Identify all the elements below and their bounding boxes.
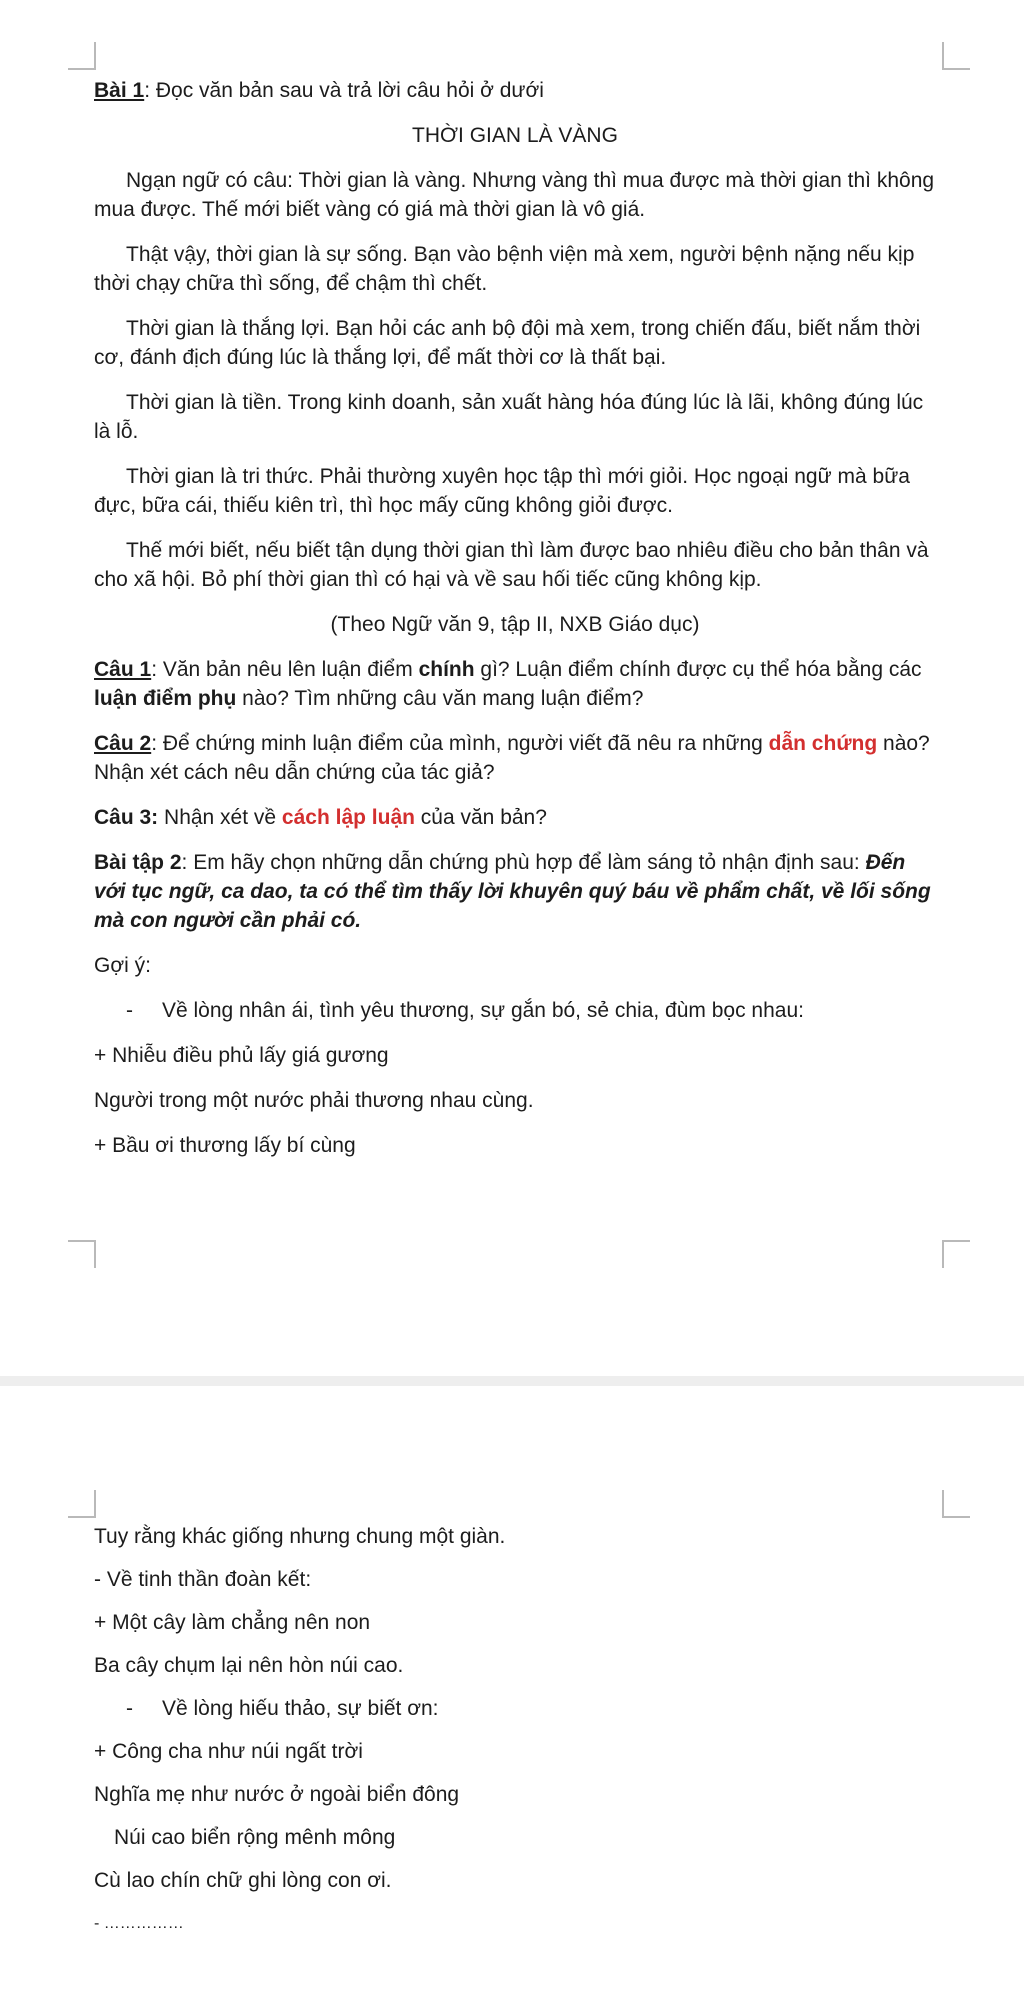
dash-marker: -: [126, 999, 133, 1022]
hint-line-3: Người trong một nước phải thương nhau cùng.: [94, 1089, 534, 1112]
question-2: [94, 729, 936, 787]
exercise-2-text: : Em hãy chọn những dẫn chứng phù hợp để làm sáng tỏ nhận định sau:: [181, 851, 866, 874]
question-2-highlight: dẫn chứng: [768, 732, 878, 755]
question-2-label: Câu 2: [94, 732, 152, 755]
exercise-1-text: : Đọc văn bản sau và trả lời câu hỏi ở dưới: [144, 79, 544, 102]
question-3-text-a: Nhận xét về: [158, 806, 282, 829]
passage-paragraph-4: Thời gian là tiền. Trong kinh doanh, sản xuất hàng hóa đúng lúc là lãi, không đúng lúc là lỗ.: [94, 391, 924, 443]
crop-mark-bottom-left: [68, 1240, 96, 1268]
passage-paragraph-1: Ngạn ngữ có câu: Thời gian là vàng. Nhưng vàng thì mua được mà thời gian thì không mua được. Thế mới biết vàng có giá mà thời gian là vô giá.: [94, 169, 935, 221]
verse-line-3: Ba cây chụm lại nên hòn núi cao.: [94, 1654, 404, 1677]
verse-line-5: Nghĩa mẹ như nước ở ngoài biển đông: [94, 1783, 460, 1806]
passage-source: (Theo Ngữ văn 9, tập II, NXB Giáo dục): [330, 613, 700, 636]
question-3-label: Câu 3:: [94, 806, 159, 829]
passage-paragraph-2: Thật vậy, thời gian là sự sống. Bạn vào bệnh viện mà xem, người bệnh nặng nếu kịp thời chạy chữa thì sống, để chậm thì chết.: [94, 243, 915, 295]
verse-line-2: + Một cây làm chẳng nên non: [94, 1611, 371, 1634]
exercise-2-label: Bài tập 2: [94, 851, 182, 874]
hint-item-1: [94, 996, 936, 1025]
crop-mark-top-right: [942, 42, 970, 70]
question-1-text-b: gì? Luận điểm chính được cụ thể hóa bằng các: [474, 658, 922, 681]
question-1-label: Câu 1: [94, 658, 152, 681]
hint-label: Gợi ý:: [94, 954, 151, 977]
section-filial-piety-text: Về lòng hiếu thảo, sự biết ơn:: [162, 1697, 439, 1720]
question-1-text-c: nào? Tìm những câu văn mang luận điểm?: [236, 687, 644, 710]
passage-paragraph-3: Thời gian là thắng lợi. Bạn hỏi các anh bộ đội mà xem, trong chiến đấu, biết nắm thời cơ, đánh địch đúng lúc là thắng lợi, để mất thời cơ là thất bại.: [94, 317, 921, 369]
question-2-text-b: nào? Nhận xét cách nêu dẫn chứng của tác giả?: [94, 732, 930, 784]
exercise-1-heading: [94, 76, 936, 105]
passage-paragraph-6: Thế mới biết, nếu biết tận dụng thời gian thì làm được bao nhiêu điều cho bản thân và cho xã hội. Bỏ phí thời gian thì có hại và về sau hối tiếc cũng không kịp.: [94, 539, 929, 591]
crop-mark-top-left: [68, 1490, 96, 1518]
verse-line-7: Cù lao chín chữ ghi lòng con ơi.: [94, 1869, 392, 1892]
document-page-2: [0, 1386, 1024, 2010]
exercise-1-label: Bài 1: [94, 79, 145, 102]
question-3-text-b: của văn bản?: [414, 806, 547, 829]
question-3-highlight: cách lập luận: [281, 806, 415, 829]
question-2-text-a: : Để chứng minh luận điểm của mình, người viết đã nêu ra những: [151, 732, 769, 755]
exercise-2-quote: Đến với tục ngữ, ca dao, ta có thể tìm thấy lời khuyên quý báu về phẩm chất, về lối sống mà con người cần phải có.: [94, 851, 931, 932]
hint-item-1-text: Về lòng nhân ái, tình yêu thương, sự gắn bó, sẻ chia, đùm bọc nhau:: [162, 999, 804, 1022]
hint-line-4: + Bầu ơi thương lấy bí cùng: [94, 1134, 356, 1157]
page-1-content: [94, 76, 936, 1176]
question-1-bold-main: chính: [418, 658, 475, 681]
ellipsis-line: - ……………: [94, 1915, 184, 1932]
passage-title: THỜI GIAN LÀ VÀNG: [412, 124, 618, 147]
question-1-text-a: : Văn bản nêu lên luận điểm: [151, 658, 419, 681]
verse-line-6: Núi cao biển rộng mênh mông: [114, 1826, 396, 1849]
question-1-bold-sub: luận điểm phụ: [94, 687, 237, 710]
crop-mark-top-left: [68, 42, 96, 70]
page-2-content: [94, 1522, 936, 1954]
crop-mark-top-right: [942, 1490, 970, 1518]
page-separator: [0, 1376, 1024, 1386]
verse-line-1: Tuy rằng khác giống nhưng chung một giàn.: [94, 1525, 506, 1548]
section-filial-piety: [94, 1694, 936, 1723]
dash-marker: -: [126, 1697, 133, 1720]
question-1: [94, 655, 936, 713]
crop-mark-bottom-right: [942, 1240, 970, 1268]
passage-paragraph-5: Thời gian là tri thức. Phải thường xuyên học tập thì mới giỏi. Học ngoại ngữ mà bữa đực, bữa cái, thiếu kiên trì, thì học mấy cũng không giỏi được.: [94, 465, 910, 517]
verse-line-4: + Công cha như núi ngất trời: [94, 1740, 363, 1763]
section-unity: - Về tinh thần đoàn kết:: [94, 1568, 312, 1591]
hint-line-2: + Nhiễu điều phủ lấy giá gương: [94, 1044, 389, 1067]
exercise-2: [94, 848, 936, 935]
question-3: [94, 803, 936, 832]
